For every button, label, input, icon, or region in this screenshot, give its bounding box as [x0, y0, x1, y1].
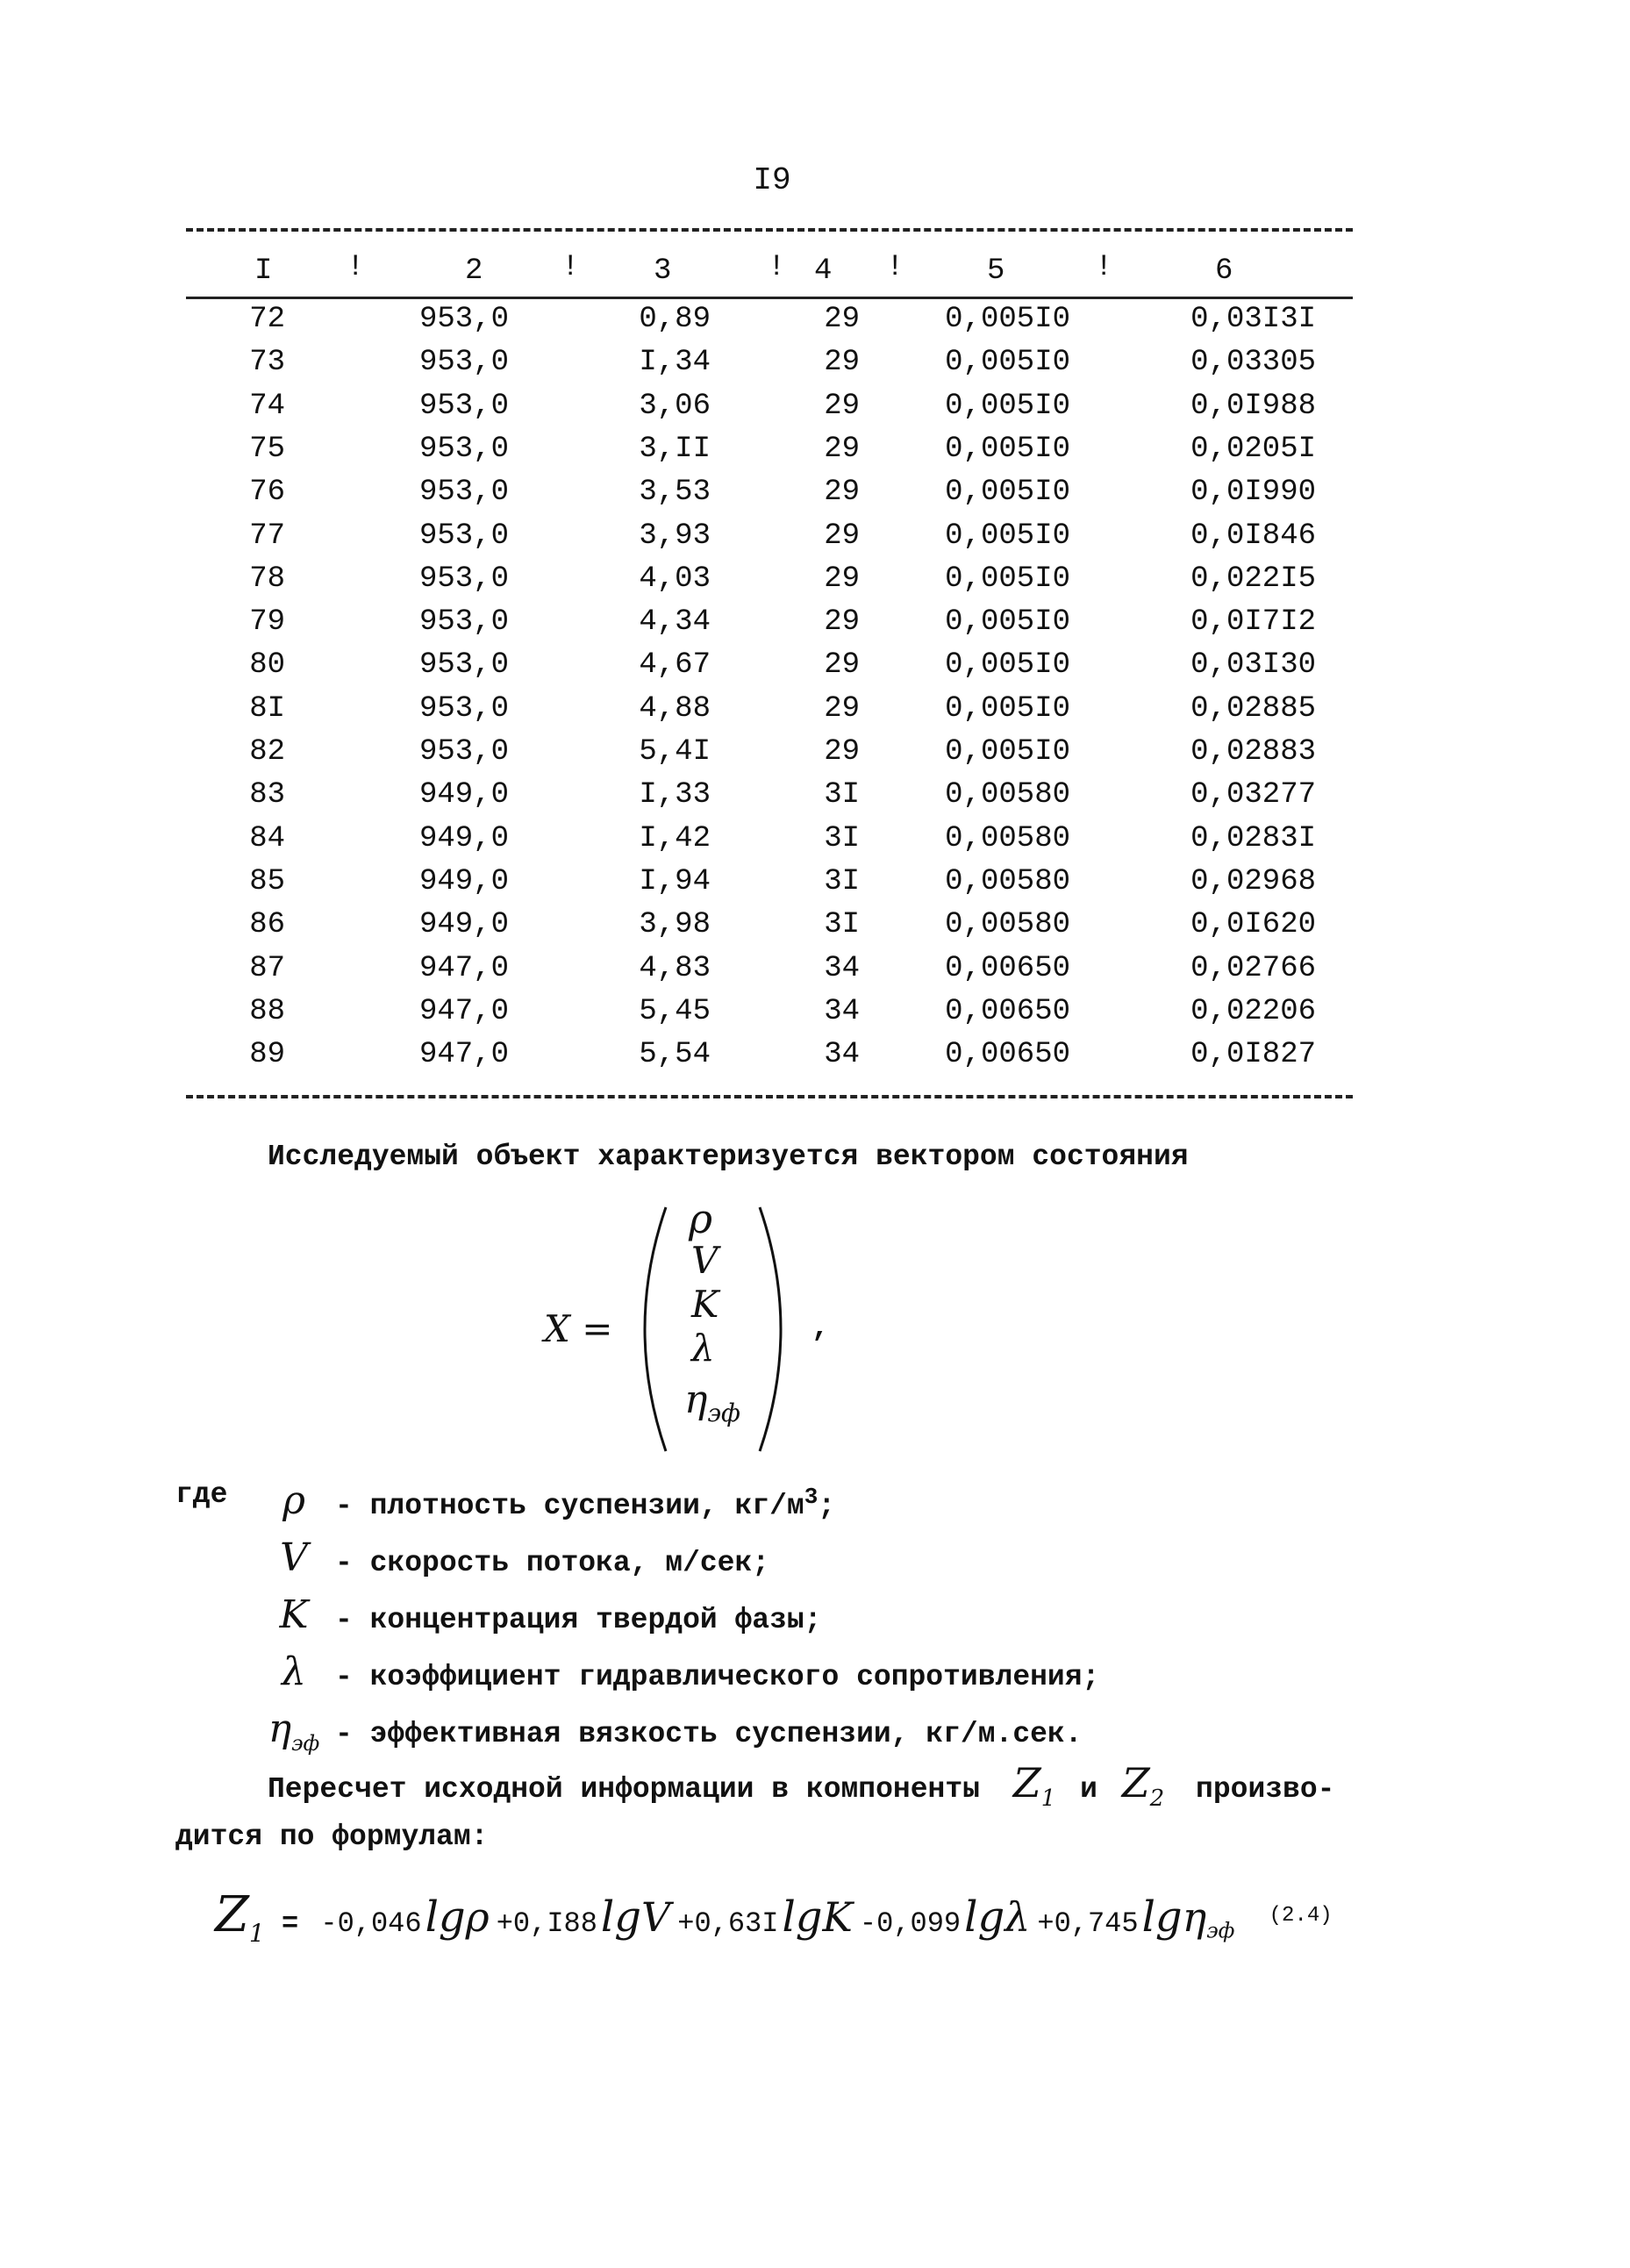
formula-log: lg [425, 1892, 466, 1942]
table-cell-col-3: I,94 [639, 864, 711, 898]
header-col-2: 2 [465, 254, 483, 288]
header-separator: ! [347, 251, 365, 284]
formula-variable: λ [1004, 1893, 1031, 1941]
header-col-6: 6 [1215, 254, 1233, 288]
table-cell-col-3: 4,83 [639, 951, 711, 985]
table-cell-col-4: 29 [824, 735, 860, 769]
definition-symbol [263, 1535, 325, 1580]
definition-symbol [263, 1706, 325, 1756]
definition-symbol-char: ρ [282, 1478, 305, 1523]
table-cell-col-4: 29 [824, 519, 860, 553]
header-separator: ! [768, 251, 786, 284]
intro-paragraph: Исследуемый объект характеризуется вектором состояния [268, 1141, 1189, 1173]
table-cell-col-3: I,42 [639, 821, 711, 855]
page-number: I9 [753, 162, 791, 198]
table-cell-col-3: 3,II [639, 432, 711, 466]
definition-text: - концентрация твердой фазы; [335, 1604, 822, 1636]
recalc-paragraph [268, 1759, 1334, 1812]
vector-component-rho: ρ [689, 1195, 713, 1242]
table-cell-col-3: 4,67 [639, 648, 711, 683]
recalc-line2: дится по формулам: [175, 1821, 489, 1853]
table-cell-col-4: 34 [824, 994, 860, 1028]
recalc-line1: Пересчет исходной информации в компоненты [268, 1773, 980, 1806]
table-cell-col-1: 82 [249, 735, 285, 769]
table-cell-col-6: 0,02885 [1190, 691, 1316, 726]
table-cell-col-6: 0,03I3I [1190, 303, 1316, 336]
table-cell-col-5: 0,005I0 [945, 432, 1070, 466]
table-cell-col-6: 0,0205I [1190, 432, 1316, 466]
table-cell-col-2: 953,0 [418, 389, 509, 423]
formula-coefficient: -0,046 [320, 1907, 422, 1940]
recalc-tail: произво- [1196, 1773, 1335, 1806]
recalc-z2 [1121, 1759, 1165, 1813]
table-cell-col-2: 953,0 [418, 735, 509, 769]
formula-term [677, 1892, 853, 1942]
formula-lhs [215, 1886, 265, 1949]
definition-symbol-sub: эф [291, 1730, 320, 1756]
table-row [0, 822, 1630, 866]
table-cell-col-4: 29 [824, 562, 860, 596]
table-row [0, 433, 1630, 476]
table-cell-col-5: 0,005I0 [945, 519, 1070, 553]
table-cell-col-5: 0,005I0 [945, 605, 1070, 640]
table-row [0, 778, 1630, 822]
table-cell-col-4: 29 [824, 389, 860, 423]
table-cell-col-1: 88 [249, 994, 285, 1028]
table-top-rule [186, 228, 1353, 232]
formula-terms [320, 1892, 1241, 1943]
definition-symbol-char: K [279, 1592, 309, 1637]
vector-component-eta [684, 1377, 740, 1427]
table-cell-col-1: 78 [249, 562, 285, 596]
header-col-3: 3 [654, 254, 672, 288]
formula-variable: η [1182, 1893, 1207, 1941]
header-separator: ! [561, 251, 580, 284]
table-row [0, 519, 1630, 563]
table-row [0, 1038, 1630, 1082]
table-cell-col-5: 0,005I0 [945, 648, 1070, 683]
table-row [0, 692, 1630, 736]
table-cell-col-6: 0,0I620 [1190, 908, 1316, 942]
table-cell-col-6: 0,0I990 [1190, 476, 1316, 510]
table-row [0, 865, 1630, 909]
definition-symbol [263, 1478, 325, 1523]
recalc-z1-sub: 1 [1040, 1785, 1056, 1813]
definition-superscript: 3 [804, 1484, 819, 1510]
table-cell-col-2: 947,0 [418, 951, 509, 985]
table-row [0, 648, 1630, 692]
definition-item [263, 1592, 822, 1637]
table-cell-col-3: 3,53 [639, 476, 711, 510]
table-cell-col-5: 0,00580 [945, 821, 1070, 855]
table-cell-col-5: 0,005I0 [945, 303, 1070, 336]
table-cell-col-3: 4,03 [639, 562, 711, 596]
table-cell-col-3: 3,98 [639, 908, 711, 942]
table-cell-col-1: 87 [249, 951, 285, 985]
definition-symbol-char: V [280, 1535, 308, 1580]
table-cell-col-2: 953,0 [418, 605, 509, 640]
formula-log: lg [600, 1892, 641, 1942]
table-cell-col-2: 953,0 [418, 303, 509, 336]
definition-item [263, 1535, 769, 1580]
table-cell-col-2: 953,0 [418, 476, 509, 510]
definition-symbol-char: η [268, 1706, 292, 1751]
right-paren-icon [754, 1202, 798, 1456]
formula-term [320, 1892, 490, 1942]
formula-variable: V [641, 1893, 671, 1941]
table-cell-col-3: 4,88 [639, 691, 711, 726]
table-bottom-rule [186, 1095, 1353, 1098]
formula-2-4 [215, 1886, 1333, 1948]
formula-coefficient: -0,099 [859, 1907, 962, 1940]
table-row [0, 605, 1630, 649]
definition-item [263, 1706, 1083, 1756]
formula-log: lg [782, 1892, 823, 1942]
table-cell-col-4: 29 [824, 605, 860, 640]
table-cell-col-1: 89 [249, 1038, 285, 1072]
state-vector [544, 1195, 860, 1456]
table-cell-col-2: 949,0 [418, 821, 509, 855]
vector-component-v: V [691, 1239, 718, 1282]
table-cell-col-4: 29 [824, 691, 860, 726]
definition-symbol-char: λ [282, 1649, 306, 1694]
table-row [0, 303, 1630, 347]
formula-log: lg [1141, 1892, 1183, 1942]
table-cell-col-4: 34 [824, 1038, 860, 1072]
table-cell-col-2: 953,0 [418, 519, 509, 553]
definition-item [263, 1649, 1099, 1694]
table-cell-col-4: 3I [824, 908, 860, 942]
formula-term [859, 1892, 1031, 1942]
table-row [0, 476, 1630, 519]
table-cell-col-6: 0,022I5 [1190, 562, 1316, 596]
table-cell-col-1: 84 [249, 821, 285, 855]
table-cell-col-4: 29 [824, 432, 860, 466]
table-cell-col-6: 0,02883 [1190, 735, 1316, 769]
table-cell-col-1: 79 [249, 605, 285, 640]
table-cell-col-5: 0,005I0 [945, 691, 1070, 726]
recalc-z2-sub: 2 [1149, 1785, 1165, 1813]
table-cell-col-3: 3,93 [639, 519, 711, 553]
formula-equals: = [281, 1907, 299, 1940]
table-cell-col-4: 3I [824, 778, 860, 812]
vector-lhs: X = [544, 1307, 613, 1350]
table-cell-col-2: 953,0 [418, 691, 509, 726]
table-cell-col-1: 75 [249, 432, 285, 466]
table-cell-col-1: 74 [249, 389, 285, 423]
table-cell-col-1: 77 [249, 519, 285, 553]
table-cell-col-4: 29 [824, 303, 860, 336]
table-cell-col-5: 0,00650 [945, 951, 1070, 985]
definition-text: - плотность суспензии, кг/м [335, 1490, 804, 1522]
formula-coefficient: +0,745 [1037, 1907, 1139, 1940]
definition-item [263, 1478, 835, 1523]
formula-number: (2.4) [1269, 1904, 1333, 1928]
definition-tail: ; [818, 1490, 836, 1522]
formula-coefficient: +0,63I [677, 1907, 779, 1940]
table-cell-col-1: 83 [249, 778, 285, 812]
table-cell-col-6: 0,03305 [1190, 346, 1316, 380]
table-cell-col-2: 953,0 [418, 648, 509, 683]
table-cell-col-6: 0,0I988 [1190, 389, 1316, 423]
table-cell-col-5: 0,005I0 [945, 735, 1070, 769]
table-cell-col-6: 0,0I7I2 [1190, 605, 1316, 640]
table-row [0, 562, 1630, 606]
table-cell-col-5: 0,005I0 [945, 346, 1070, 380]
table-cell-col-1: 72 [249, 303, 285, 336]
header-col-1: I [254, 254, 273, 288]
formula-variable-sub: эф [1206, 1918, 1235, 1943]
table-cell-col-5: 0,005I0 [945, 476, 1070, 510]
table-cell-col-1: 86 [249, 908, 285, 942]
table-cell-col-3: I,33 [639, 778, 711, 812]
left-paren-icon [627, 1202, 671, 1456]
table-cell-col-2: 953,0 [418, 432, 509, 466]
definition-symbol [263, 1592, 325, 1637]
table-cell-col-2: 947,0 [418, 994, 509, 1028]
table-cell-col-6: 0,02206 [1190, 994, 1316, 1028]
definition-text: - коэффициент гидравлического сопротивления; [335, 1661, 1100, 1693]
definition-symbol [263, 1649, 325, 1694]
table-cell-col-4: 3I [824, 864, 860, 898]
table-cell-col-4: 29 [824, 476, 860, 510]
table-cell-col-5: 0,00580 [945, 864, 1070, 898]
eta-symbol: η [684, 1377, 708, 1422]
table-cell-col-1: 80 [249, 648, 285, 683]
recalc-and: и [1080, 1773, 1097, 1806]
table-cell-col-6: 0,02766 [1190, 951, 1316, 985]
table-cell-col-6: 0,0283I [1190, 821, 1316, 855]
table-header-rule [186, 297, 1353, 299]
formula-lhs-sub: 1 [248, 1919, 265, 1949]
recalc-z2-letter: Z [1121, 1759, 1150, 1807]
vector-trailing-comma: , [811, 1312, 830, 1345]
definition-text: - скорость потока, м/сек; [335, 1547, 770, 1579]
formula-term [496, 1892, 671, 1942]
eta-subscript: эф [707, 1398, 740, 1427]
table-cell-col-2: 953,0 [418, 562, 509, 596]
table-cell-col-6: 0,03I30 [1190, 648, 1316, 683]
table-cell-col-4: 29 [824, 648, 860, 683]
table-row [0, 952, 1630, 996]
table-cell-col-3: 0,89 [639, 303, 711, 336]
table-cell-col-1: 85 [249, 864, 285, 898]
table-cell-col-6: 0,0I846 [1190, 519, 1316, 553]
formula-variable: K [822, 1893, 853, 1941]
vector-component-k: K [691, 1283, 719, 1326]
vector-component-lambda: λ [691, 1327, 715, 1370]
recalc-z1 [1012, 1759, 1056, 1813]
table-cell-col-2: 949,0 [418, 778, 509, 812]
table-cell-col-2: 947,0 [418, 1038, 509, 1072]
formula-coefficient: +0,I88 [496, 1907, 597, 1940]
header-col-4: 4 [814, 254, 833, 288]
table-cell-col-3: 5,54 [639, 1038, 711, 1072]
header-col-5: 5 [987, 254, 1005, 288]
table-cell-col-4: 34 [824, 951, 860, 985]
table-cell-col-6: 0,02968 [1190, 864, 1316, 898]
table-row [0, 735, 1630, 779]
table-cell-col-1: 73 [249, 346, 285, 380]
table-cell-col-6: 0,03277 [1190, 778, 1316, 812]
table-cell-col-1: 76 [249, 476, 285, 510]
table-cell-col-5: 0,00580 [945, 908, 1070, 942]
table-cell-col-5: 0,005I0 [945, 562, 1070, 596]
header-separator: ! [1095, 251, 1113, 284]
table-cell-col-5: 0,005I0 [945, 389, 1070, 423]
table-cell-col-3: I,34 [639, 346, 711, 380]
table-row [0, 346, 1630, 390]
table-cell-col-5: 0,00580 [945, 778, 1070, 812]
table-cell-col-2: 949,0 [418, 864, 509, 898]
table-cell-col-2: 953,0 [418, 346, 509, 380]
table-cell-col-1: 8I [249, 691, 285, 726]
formula-log: lg [964, 1892, 1005, 1942]
table-cell-col-3: 4,34 [639, 605, 711, 640]
recalc-z1-letter: Z [1012, 1759, 1041, 1807]
table-cell-col-4: 3I [824, 821, 860, 855]
formula-lhs-letter: Z [215, 1886, 249, 1943]
table-cell-col-2: 949,0 [418, 908, 509, 942]
table-row [0, 390, 1630, 433]
table-cell-col-4: 29 [824, 346, 860, 380]
definitions-where: где [175, 1478, 228, 1511]
definition-text: - эффективная вязкость суспензии, кг/м.сек. [335, 1718, 1083, 1750]
header-separator: ! [886, 251, 904, 284]
table-cell-col-5: 0,00650 [945, 1038, 1070, 1072]
table-cell-col-3: 3,06 [639, 389, 711, 423]
table-cell-col-6: 0,0I827 [1190, 1038, 1316, 1072]
table-cell-col-3: 5,4I [639, 735, 711, 769]
formula-term [1037, 1892, 1235, 1943]
table-row [0, 995, 1630, 1039]
table-row [0, 908, 1630, 952]
table-cell-col-5: 0,00650 [945, 994, 1070, 1028]
formula-variable: ρ [465, 1893, 490, 1941]
table-cell-col-3: 5,45 [639, 994, 711, 1028]
